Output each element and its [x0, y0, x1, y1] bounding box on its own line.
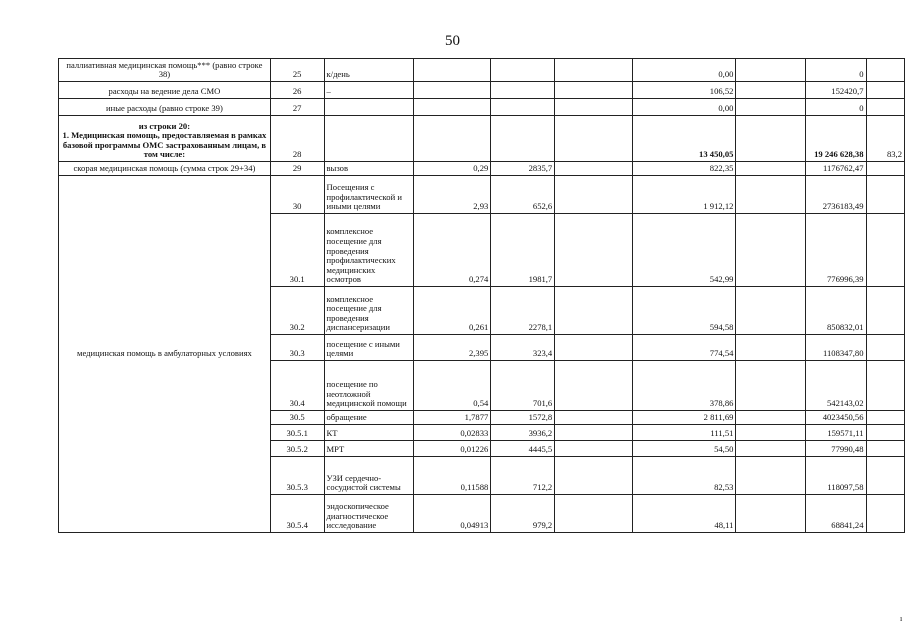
- norm-cell: 0,02833: [414, 425, 491, 441]
- cost-cell: 701,6: [491, 361, 555, 411]
- unit-cell: УЗИ сердечно-сосудистой системы: [324, 457, 414, 495]
- row-number: 30.5.2: [270, 441, 324, 457]
- cost-cell: [491, 59, 555, 82]
- cost-cell: 1981,7: [491, 214, 555, 287]
- total-sum-cell: 776996,39: [805, 214, 866, 287]
- share-cell: [866, 99, 904, 116]
- per-capita-cell: 0,00: [632, 59, 736, 82]
- total-sum-cell: 68841,24: [805, 495, 866, 533]
- cost-cell: [491, 82, 555, 99]
- row-number: 27: [270, 99, 324, 116]
- share-cell: [866, 495, 904, 533]
- row-name: паллиативная медицинская помощь*** (равно строке 38): [59, 59, 271, 82]
- blank-cell: [555, 495, 633, 533]
- norm-cell: [414, 99, 491, 116]
- blank-cell: [736, 214, 805, 287]
- row-name: скорая медицинская помощь (сумма строк 29+34): [59, 162, 271, 176]
- unit-cell: КТ: [324, 425, 414, 441]
- per-capita-cell: 82,53: [632, 457, 736, 495]
- per-capita-cell: 13 450,05: [632, 116, 736, 162]
- norm-cell: 0,29: [414, 162, 491, 176]
- cost-cell: [491, 99, 555, 116]
- per-capita-cell: 2 811,69: [632, 411, 736, 425]
- share-cell: 83,2: [866, 116, 904, 162]
- row-number: 30.2: [270, 287, 324, 335]
- total-sum-cell: 4023450,56: [805, 411, 866, 425]
- blank-cell: [555, 287, 633, 335]
- unit-cell: эндоскопическое диагностическое исследование: [324, 495, 414, 533]
- unit-cell: Посещения с профилактической и иными целями: [324, 176, 414, 214]
- blank-cell: [555, 59, 633, 82]
- row-number: 30.5.4: [270, 495, 324, 533]
- cost-cell: 979,2: [491, 495, 555, 533]
- row-number: 30.4: [270, 361, 324, 411]
- edge-mark: ı: [900, 614, 903, 623]
- page-number: 50: [445, 33, 460, 49]
- blank-cell: [555, 425, 633, 441]
- norm-cell: 0,04913: [414, 495, 491, 533]
- cost-cell: 3936,2: [491, 425, 555, 441]
- total-sum-cell: 0: [805, 59, 866, 82]
- per-capita-cell: 106,52: [632, 82, 736, 99]
- row-number: 25: [270, 59, 324, 82]
- share-cell: [866, 287, 904, 335]
- row-number: 29: [270, 162, 324, 176]
- table-row: [59, 82, 905, 99]
- cost-cell: 4445,5: [491, 441, 555, 457]
- cost-cell: [491, 116, 555, 162]
- row-number: 30: [270, 176, 324, 214]
- norm-cell: 0,01226: [414, 441, 491, 457]
- blank-cell: [736, 176, 805, 214]
- row-number: 30.5: [270, 411, 324, 425]
- per-capita-cell: 774,54: [632, 335, 736, 361]
- share-cell: [866, 214, 904, 287]
- blank-cell: [736, 457, 805, 495]
- total-sum-cell: 159571,11: [805, 425, 866, 441]
- blank-cell: [736, 287, 805, 335]
- row-number: 30.3: [270, 335, 324, 361]
- row-number: 30.5.1: [270, 425, 324, 441]
- unit-cell: обращение: [324, 411, 414, 425]
- blank-cell: [555, 99, 633, 116]
- blank-cell: [555, 116, 633, 162]
- norm-cell: 0,261: [414, 287, 491, 335]
- share-cell: [866, 162, 904, 176]
- total-sum-cell: 118097,58: [805, 457, 866, 495]
- unit-cell: к/день: [324, 59, 414, 82]
- per-capita-cell: 594,58: [632, 287, 736, 335]
- per-capita-cell: 378,86: [632, 361, 736, 411]
- norm-cell: [414, 116, 491, 162]
- unit-cell: [324, 116, 414, 162]
- per-capita-cell: 822,35: [632, 162, 736, 176]
- blank-cell: [736, 59, 805, 82]
- blank-cell: [555, 162, 633, 176]
- unit-cell: вызов: [324, 162, 414, 176]
- row-name: иные расходы (равно строке 39): [59, 99, 271, 116]
- share-cell: [866, 411, 904, 425]
- share-cell: [866, 59, 904, 82]
- row-name: из строки 20: 1. Медицинская помощь, предоставляемая в рамках базовой программы ОМС застрахованным лицам, в том числе:: [59, 116, 271, 162]
- share-cell: [866, 425, 904, 441]
- row-name: расходы на ведение дела СМО: [59, 82, 271, 99]
- row-number: 30.1: [270, 214, 324, 287]
- per-capita-cell: 111,51: [632, 425, 736, 441]
- share-cell: [866, 441, 904, 457]
- blank-cell: [555, 361, 633, 411]
- table-row: [59, 176, 905, 214]
- table-row: [59, 59, 905, 82]
- norm-cell: 2,93: [414, 176, 491, 214]
- norm-cell: 0,54: [414, 361, 491, 411]
- unit-cell: комплексное посещение для проведения профилактических медицинских осмотров: [324, 214, 414, 287]
- per-capita-cell: 1 912,12: [632, 176, 736, 214]
- unit-cell: посещение по неотложной медицинской помощи: [324, 361, 414, 411]
- row-number: 28: [270, 116, 324, 162]
- total-sum-cell: 77990,48: [805, 441, 866, 457]
- table-row: [59, 162, 905, 176]
- per-capita-cell: 48,11: [632, 495, 736, 533]
- row-number: 30.5.3: [270, 457, 324, 495]
- norm-cell: 0,11588: [414, 457, 491, 495]
- blank-cell: [555, 82, 633, 99]
- share-cell: [866, 176, 904, 214]
- cost-cell: 1572,8: [491, 411, 555, 425]
- blank-cell: [555, 457, 633, 495]
- norm-cell: [414, 82, 491, 99]
- cost-cell: 2278,1: [491, 287, 555, 335]
- cost-cell: 712,2: [491, 457, 555, 495]
- blank-cell: [736, 441, 805, 457]
- blank-cell: [736, 411, 805, 425]
- row-number: 26: [270, 82, 324, 99]
- row-name: медицинская помощь в амбулаторных условиях: [59, 176, 271, 533]
- table-row: [59, 116, 905, 162]
- blank-cell: [736, 99, 805, 116]
- unit-cell: –: [324, 82, 414, 99]
- norm-cell: 2,395: [414, 335, 491, 361]
- norm-cell: 0,274: [414, 214, 491, 287]
- share-cell: [866, 335, 904, 361]
- blank-cell: [736, 425, 805, 441]
- unit-cell: [324, 99, 414, 116]
- blank-cell: [736, 335, 805, 361]
- cost-cell: 652,6: [491, 176, 555, 214]
- share-cell: [866, 457, 904, 495]
- norm-cell: 1,7877: [414, 411, 491, 425]
- total-sum-cell: 1108347,80: [805, 335, 866, 361]
- blank-cell: [736, 116, 805, 162]
- blank-cell: [555, 441, 633, 457]
- blank-cell: [736, 361, 805, 411]
- per-capita-cell: 0,00: [632, 99, 736, 116]
- share-cell: [866, 82, 904, 99]
- total-sum-cell: 19 246 628,38: [805, 116, 866, 162]
- blank-cell: [736, 495, 805, 533]
- blank-cell: [555, 335, 633, 361]
- total-sum-cell: 2736183,49: [805, 176, 866, 214]
- blank-cell: [555, 411, 633, 425]
- total-sum-cell: 850832,01: [805, 287, 866, 335]
- blank-cell: [555, 176, 633, 214]
- blank-cell: [555, 214, 633, 287]
- per-capita-cell: 542,99: [632, 214, 736, 287]
- blank-cell: [736, 162, 805, 176]
- cost-cell: 323,4: [491, 335, 555, 361]
- unit-cell: комплексное посещение для проведения диспансеризации: [324, 287, 414, 335]
- norm-cell: [414, 59, 491, 82]
- financing-table: [58, 58, 905, 533]
- total-sum-cell: 0: [805, 99, 866, 116]
- total-sum-cell: 542143,02: [805, 361, 866, 411]
- total-sum-cell: 152420,7: [805, 82, 866, 99]
- total-sum-cell: 1176762,47: [805, 162, 866, 176]
- share-cell: [866, 361, 904, 411]
- unit-cell: МРТ: [324, 441, 414, 457]
- unit-cell: посещение с иными целями: [324, 335, 414, 361]
- cost-cell: 2835,7: [491, 162, 555, 176]
- table-row: [59, 99, 905, 116]
- per-capita-cell: 54,50: [632, 441, 736, 457]
- blank-cell: [736, 82, 805, 99]
